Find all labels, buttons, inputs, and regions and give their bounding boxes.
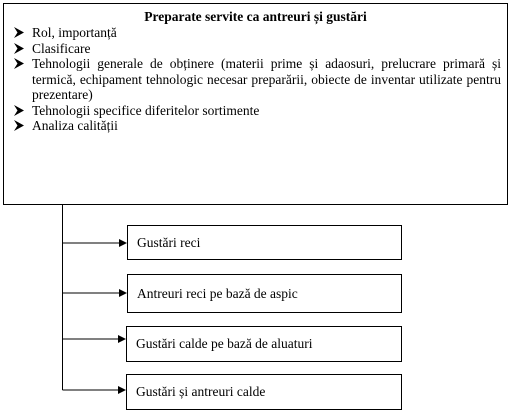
topic-text: Analiza calității	[32, 118, 118, 133]
branch-label: Antreuri reci pe bază de aspic	[137, 285, 298, 301]
topic-text: Clasificare	[32, 40, 91, 56]
branch-box-gustari-reci	[127, 225, 402, 260]
topic-text: Rol, importanță	[32, 25, 117, 40]
branch-box-gustari-calde-aluaturi	[126, 326, 402, 362]
branch-box-gustari-antreuri-calde	[126, 374, 402, 410]
branch-label: Gustări calde pe bază de aluaturi	[136, 336, 313, 351]
branch-label: Gustări și antreuri calde	[136, 384, 266, 399]
main-title: Preparate servite ca antreuri și gustări	[144, 9, 367, 24]
branch-box-antreuri-reci-aspic	[127, 274, 402, 313]
branch-label: Gustări reci	[137, 234, 201, 250]
topic-text: Tehnologii specifice diferitelor sortimente	[32, 102, 260, 118]
topic-text: Tehnologii generale de obținere (materii prime și adaosuri, prelucrare primară și termică, echipament tehnologic necesar preparării, obiecte de inventar utilizate pentru prezentare)	[32, 56, 501, 102]
